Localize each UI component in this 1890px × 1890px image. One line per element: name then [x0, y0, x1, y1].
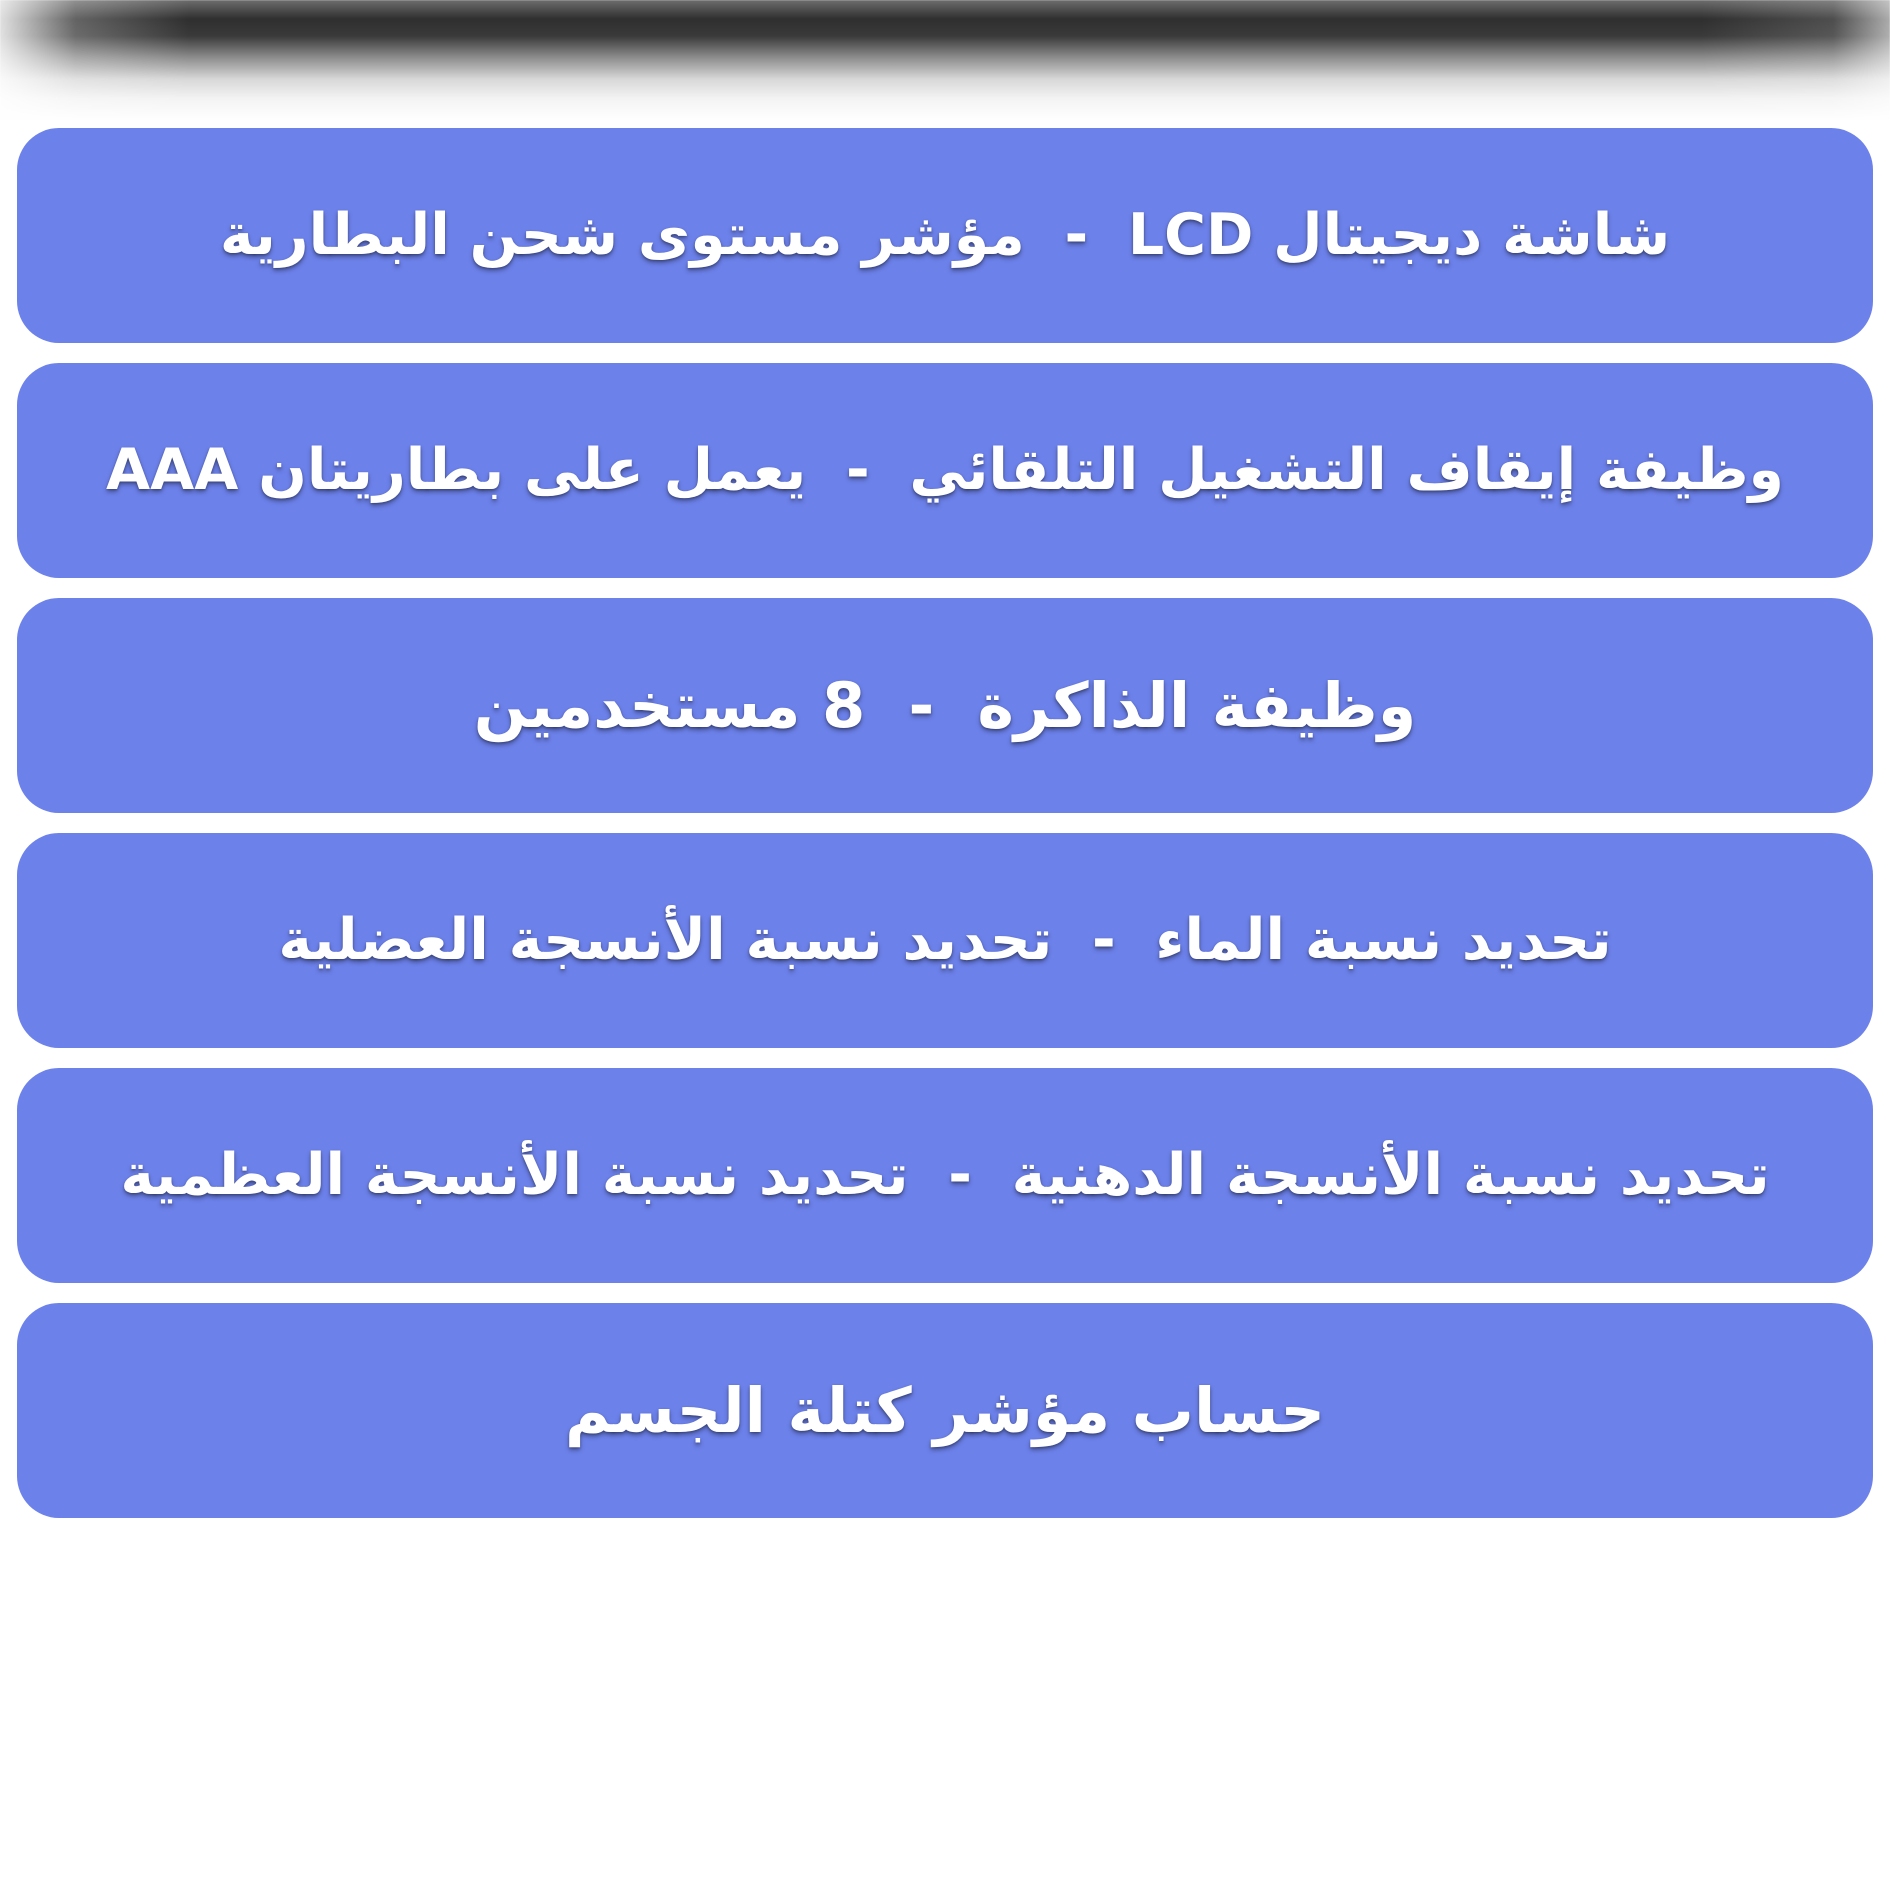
feature-card	[17, 1303, 1873, 1518]
feature-card-label: شاشة ديجيتال LCD - مؤشر مستوى شحن البطارية	[219, 201, 1671, 268]
feature-card-label: تحديد نسبة الأنسجة الدهنية - تحديد نسبة الأنسجة العظمية	[120, 1141, 1770, 1208]
feature-card	[17, 363, 1873, 578]
feature-card-list	[0, 128, 1890, 1518]
feature-card	[17, 128, 1873, 343]
feature-card-label: وظيفة الذاكرة - 8 مستخدمين	[473, 668, 1417, 742]
feature-card	[17, 833, 1873, 1048]
feature-card-label: حساب مؤشر كتلة الجسم	[564, 1373, 1326, 1447]
feature-card	[17, 1068, 1873, 1283]
feature-card	[17, 598, 1873, 813]
feature-card-label: تحديد نسبة الماء - تحديد نسبة الأنسجة العضلية	[278, 906, 1612, 973]
feature-card-label: وظيفة إيقاف التشغيل التلقائي - يعمل على بطاريتان AAA	[106, 436, 1784, 503]
blurred-dark-band-decoration	[0, 0, 1890, 120]
